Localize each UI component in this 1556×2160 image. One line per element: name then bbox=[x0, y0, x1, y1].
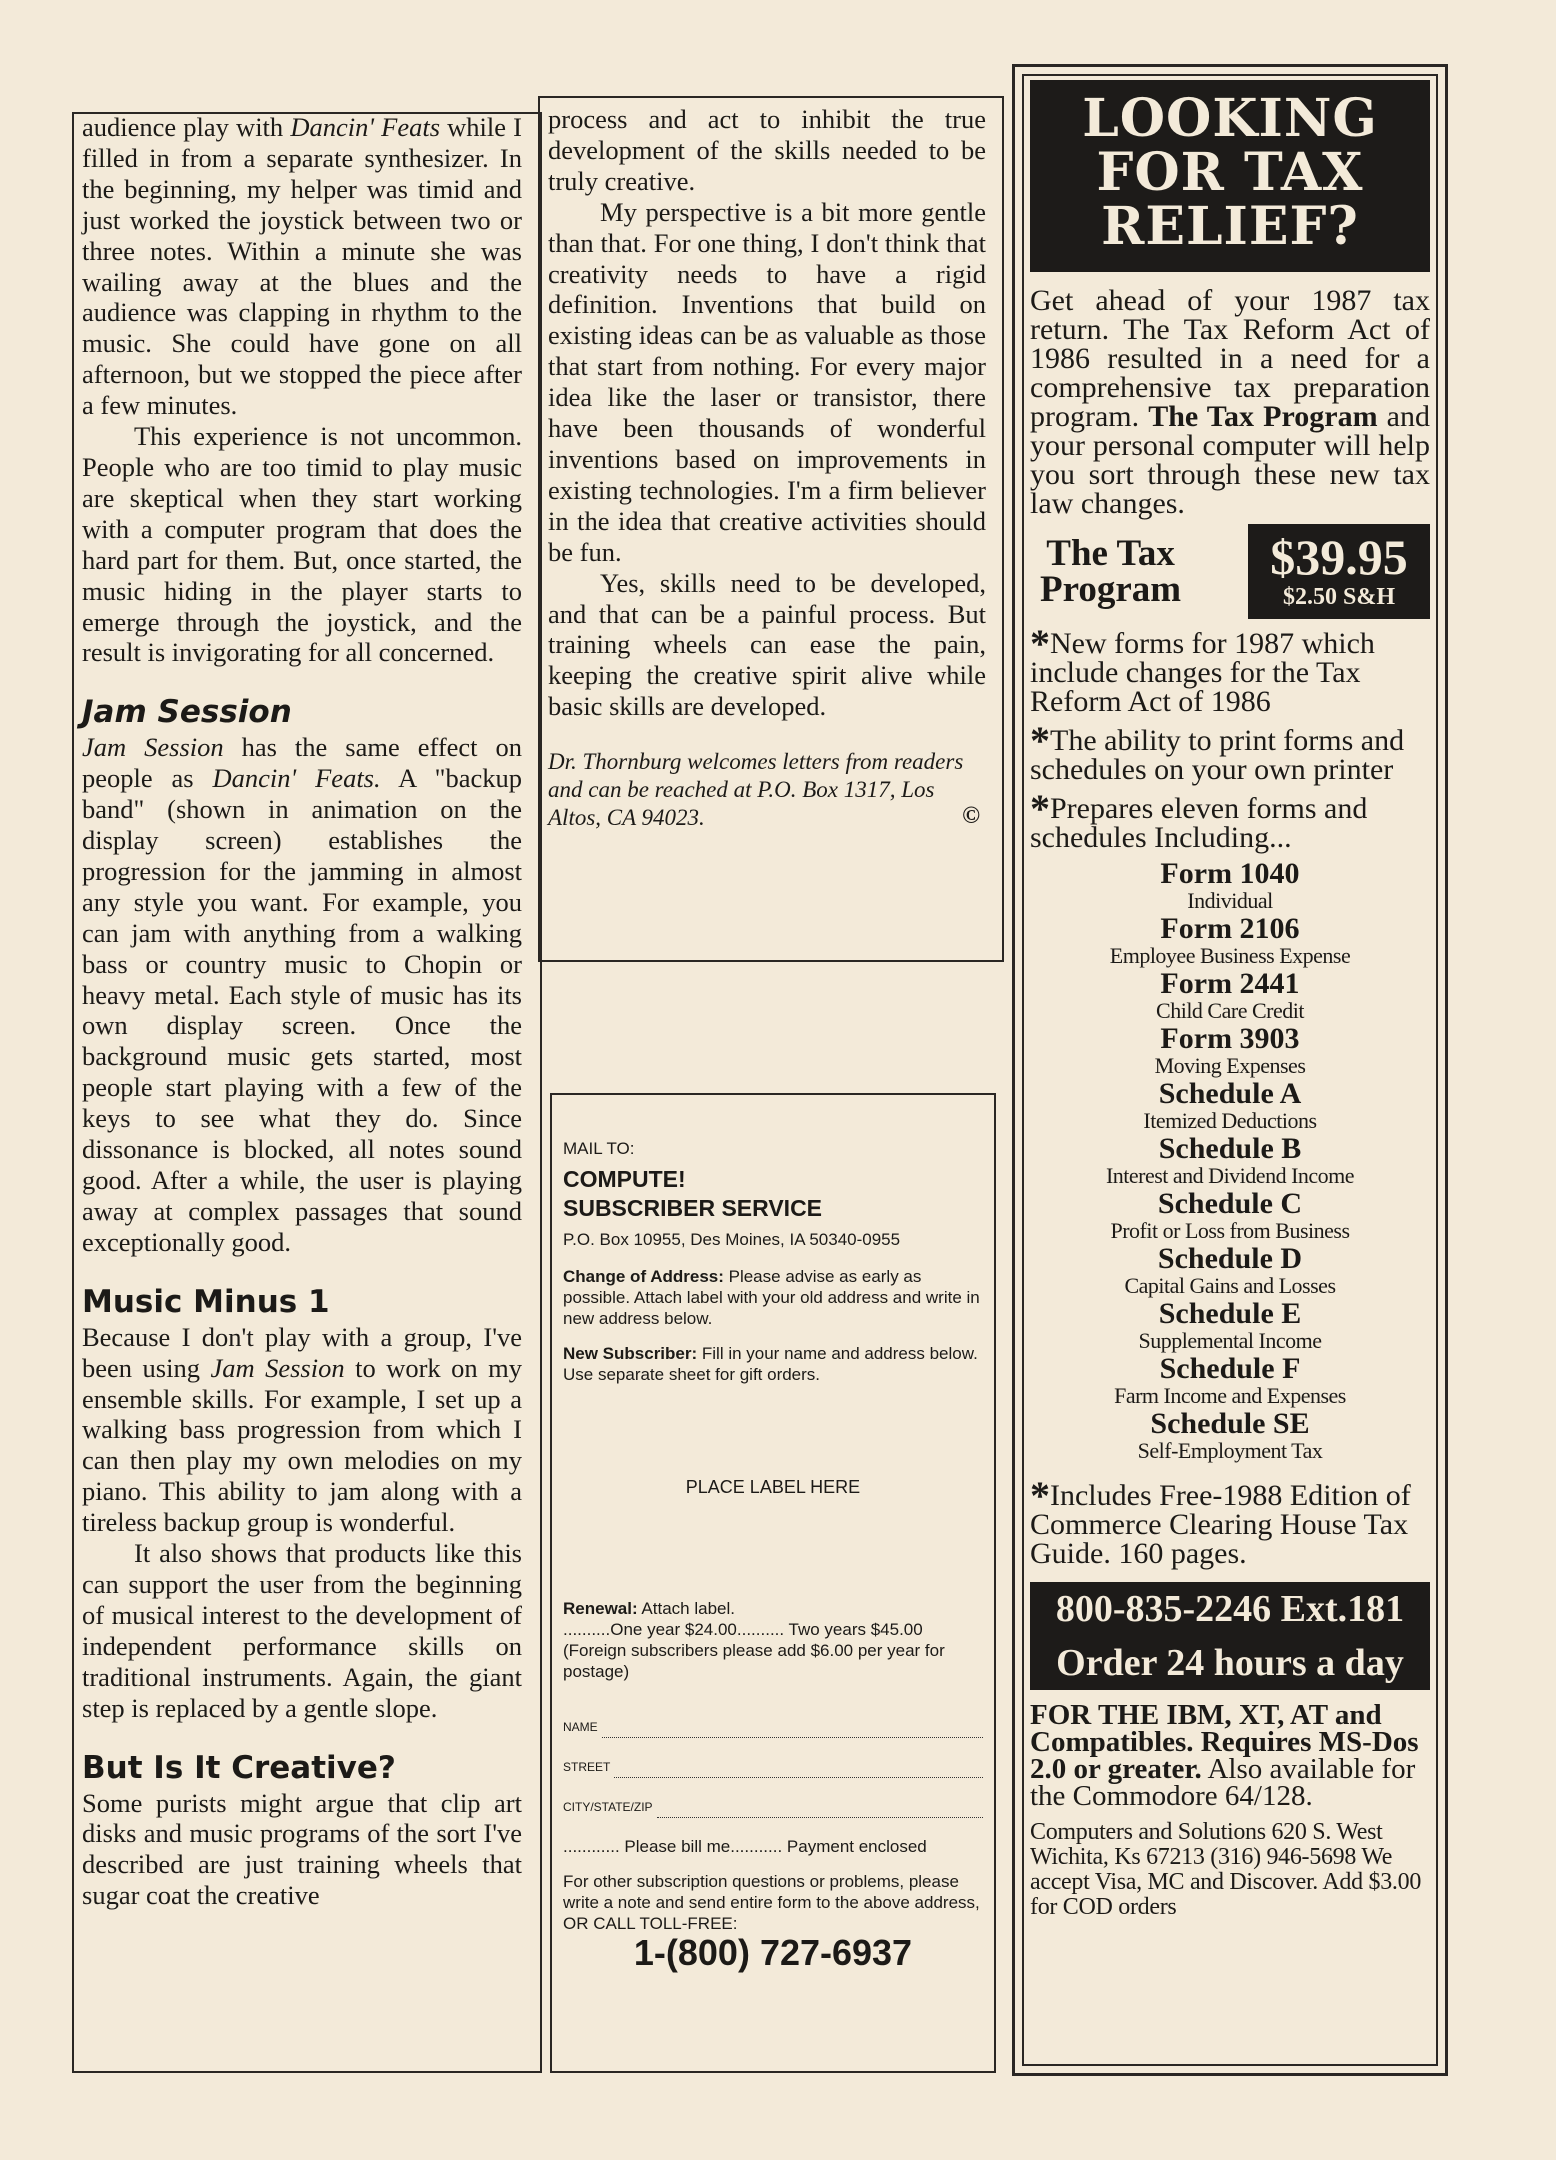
price: $39.95 bbox=[1270, 529, 1408, 585]
section-heading: Music Minus 1 bbox=[82, 1283, 330, 1320]
section-heading: But Is It Creative? bbox=[82, 1749, 396, 1786]
author-note: Dr. Thornburg welcomes letters from readers and can be reached at P.O. Box 1317, Los Altos, CA 94023. © bbox=[548, 749, 980, 831]
paragraph: Jam Session has the same effect on people as Dancin' Feats. A "backup band" (shown in animation on the display screen) establishes the progression for the jamming in almost any style you want. For example, you can jam with anything from a walking bass or country music to Chopin or heavy metal. Each style of music has its own display screen. Once the background music gets started, most people start playing with a few of the keys to see what they do. Since dissonance is blocked, all notes sound good. After a while, the user is playing away at complex passages that sound exceptionally good. bbox=[82, 732, 523, 1257]
renewal-foreign: (Foreign subscribers please add $6.00 per year for postage) bbox=[563, 1641, 945, 1681]
new-subscriber: New Subscriber: Fill in your name and address below. Use separate sheet for gift orders. bbox=[563, 1344, 978, 1384]
brand-name: COMPUTE! bbox=[563, 1166, 686, 1192]
feature-bullet: *The ability to print forms and schedules on your own printer bbox=[1030, 718, 1405, 786]
asterisk-icon: * bbox=[1030, 621, 1050, 666]
end-mark-icon: © bbox=[962, 803, 980, 830]
contact-info: Computers and Solutions 620 S. West Wichita, Ks 67213 (316) 946-5698 We accept Visa, MC and Discover. Add $3.00 for COD orders bbox=[1030, 1819, 1422, 1920]
ad-headline: LOOKING FOR TAX RELIEF? bbox=[1030, 80, 1430, 272]
ad-intro: Get ahead of your 1987 tax return. The Tax Reform Act of 1986 resulted in a need for a comprehensive tax preparation program. The Tax Program and your personal computer will help you sort through these new tax law changes. bbox=[1030, 284, 1430, 520]
paragraph: It also shows that products like this can support the user from the beginning of musical interest to the development of independent performance skills on traditional instruments. Again, the giant step is replaced by a gentle slope. bbox=[82, 1538, 522, 1723]
tax-ad bbox=[1030, 80, 1430, 1920]
list-item: Schedule D Capital Gains and Losses bbox=[1124, 1242, 1336, 1298]
name-field[interactable]: NAME bbox=[563, 1708, 983, 1738]
renewal-prices: ..........One year $24.00.......... Two years $45.00 bbox=[563, 1620, 923, 1639]
billing-options[interactable]: ............ Please bill me........... Payment enclosed bbox=[563, 1837, 927, 1856]
mail-address: P.O. Box 10955, Des Moines, IA 50340-0955 bbox=[563, 1230, 901, 1249]
asterisk-icon: * bbox=[1030, 718, 1050, 763]
list-item: Schedule SE Self-Employment Tax bbox=[1137, 1407, 1323, 1463]
price-box bbox=[1248, 524, 1430, 619]
list-item: Schedule E Supplemental Income bbox=[1138, 1297, 1322, 1353]
order-bar: Order 24 hours a day bbox=[1030, 1636, 1430, 1690]
list-item: Schedule A Itemized Deductions bbox=[1143, 1077, 1317, 1133]
section-heading: Jam Session bbox=[82, 694, 292, 731]
paragraph: My perspective is a bit more gentle than that. For one thing, I don't think that creativity needs to have a rigid definition. Inventions that build on existing ideas can be as valuable as those that start from nothing. For every major idea like the laser or transistor, there have been thousands of wonderful inventions based on improvements in existing technologies. I'm a firm believer in the idea that creative activities should be fun. bbox=[548, 196, 986, 567]
list-item: Form 2106 Employee Business Expense bbox=[1109, 912, 1351, 968]
paragraph: Yes, skills need to be developed, and that can be a painful process. But training wheels can ease the pain, keeping the creative spirit alive while basic skills are developed. bbox=[548, 567, 986, 722]
brand-service: SUBSCRIBER SERVICE bbox=[563, 1195, 823, 1221]
feature-bullet: *New forms for 1987 which include changes for the Tax Reform Act of 1986 bbox=[1030, 621, 1375, 718]
subscriber-form bbox=[563, 1138, 983, 1973]
program-name: The Tax Program bbox=[1040, 532, 1182, 610]
mail-to-label: MAIL TO: bbox=[563, 1139, 635, 1158]
list-item: Form 2441 Child Care Credit bbox=[1156, 967, 1304, 1023]
renewal: Renewal: Attach label. bbox=[563, 1599, 735, 1618]
paragraph: process and act to inhibit the true development of the skills needed to be truly creative. bbox=[548, 104, 986, 196]
street-field[interactable]: STREET bbox=[563, 1748, 983, 1778]
compatibility: FOR THE IBM, XT, AT and Compatibles. Requires MS-Dos 2.0 or greater. Also available for the Commodore 64/128. bbox=[1030, 1699, 1419, 1812]
list-item: Schedule F Farm Income and Expenses bbox=[1114, 1352, 1346, 1408]
list-item: Schedule C Profit or Loss from Business bbox=[1110, 1187, 1350, 1243]
asterisk-icon: * bbox=[1030, 786, 1050, 831]
column-1 bbox=[82, 112, 522, 1911]
list-item: Form 3903 Moving Expenses bbox=[1154, 1022, 1306, 1078]
other-questions: For other subscription questions or problems, please write a note and send entire form to the above address, OR CALL TOLL-FREE: bbox=[563, 1872, 980, 1933]
feature-bullet: *Prepares eleven forms and schedules Including... bbox=[1030, 786, 1368, 854]
paragraph: audience play with Dancin' Feats while I filled in from a separate synthesizer. In the beginning, my helper was timid and just worked the joystick between two or three notes. Within a minute she was wailing away at the blues and the audience was clapping in rhythm to the music. She could have gone on all afternoon, but we stopped the piece after a few minutes. bbox=[82, 112, 522, 421]
price-row bbox=[1030, 524, 1430, 619]
change-of-address: Change of Address: Please advise as early as possible. Attach label with your old address and write in new address below. bbox=[563, 1267, 980, 1328]
paragraph: Because I don't play with a group, I've been using Jam Session to work on my ensemble skills. For example, I set up a walking bass progression from which I can then play my own melodies on my piano. This ability to jam along with a tireless backup group is wonderful. bbox=[82, 1321, 523, 1538]
feature-bullet: *Includes Free-1988 Edition of Commerce Clearing House Tax Guide. 160 pages. bbox=[1030, 1473, 1411, 1570]
asterisk-icon: * bbox=[1030, 1473, 1050, 1518]
label-placeholder: PLACE LABEL HERE bbox=[685, 1477, 861, 1497]
forms-list bbox=[1030, 858, 1430, 1463]
shipping: $2.50 S&H bbox=[1282, 584, 1395, 610]
column-2 bbox=[548, 104, 986, 832]
list-item: Schedule B Interest and Dividend Income bbox=[1105, 1132, 1355, 1188]
paragraph: Some purists might argue that clip art disks and music programs of the sort I've described are just training wheels that sugar coat the creative bbox=[82, 1787, 522, 1911]
phone-bar[interactable]: 800-835-2246 Ext.181 bbox=[1030, 1582, 1430, 1636]
toll-free-phone: 1-(800) 727-6937 bbox=[633, 1932, 913, 1973]
paragraph: This experience is not uncommon. People who are too timid to play music are skeptical when they start working with a computer program that does the hard part for them. But, once started, the music hiding in the player starts to emerge through the joystick, and the result is invigorating for all concerned. bbox=[82, 421, 522, 668]
list-item: Form 1040 Individual bbox=[1160, 857, 1300, 913]
city-state-zip-field[interactable]: CITY/STATE/ZIP bbox=[563, 1788, 983, 1818]
